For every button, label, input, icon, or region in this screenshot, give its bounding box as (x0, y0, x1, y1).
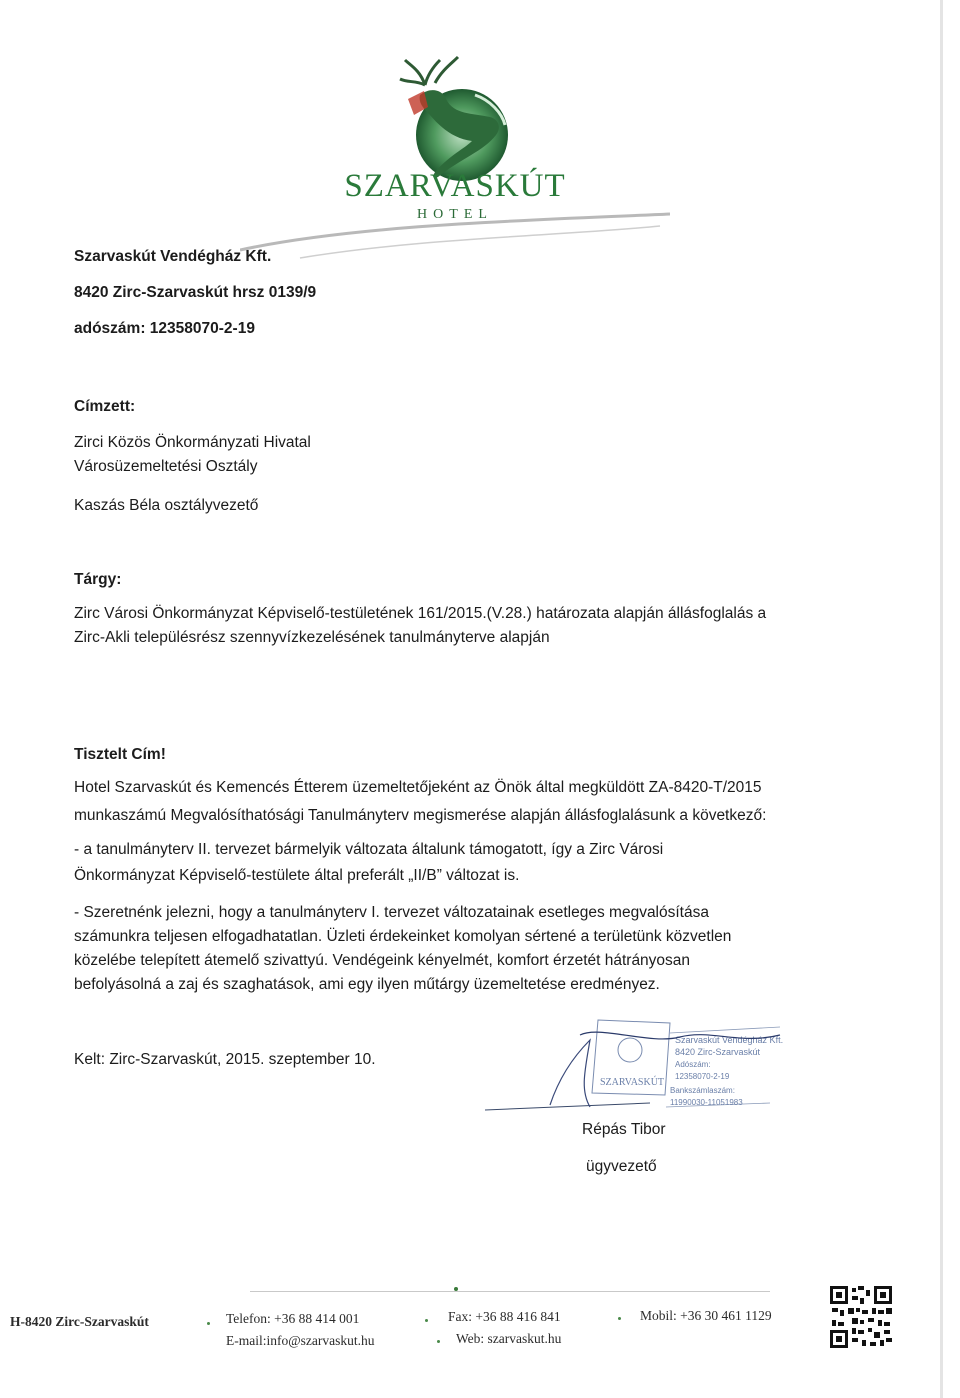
sender-company: Szarvaskút Vendégház Kft. (74, 248, 272, 265)
recipient-label: Címzett: (74, 398, 136, 415)
body-paragraph-3-line-2: számunkra teljesen elfogadhatatlan. Üzleti érdekeinket komolyan sértené a területünk közvetlen (74, 928, 732, 945)
company-stamp (480, 1015, 790, 1125)
sender-address: 8420 Zirc-Szarvaskút hrsz 0139/9 (74, 284, 317, 301)
subject-label: Tárgy: (74, 571, 122, 588)
svg-text:SZARVASKÚT: SZARVASKÚT (600, 1077, 665, 1088)
qr-code-icon (828, 1284, 894, 1350)
stamp-text-2: 8420 Zirc-Szarvaskút (675, 1047, 761, 1057)
logo-name: SZARVASKÚT (344, 168, 566, 204)
footer-divider (250, 1291, 770, 1292)
footer-separator (207, 1322, 210, 1325)
logo-subtitle: HOTEL (417, 207, 493, 222)
body-paragraph-1-line-2: munkaszámú Megvalósíthatósági Tanulmányterv megismerése alapján állásfoglalásunk a következő: (74, 807, 767, 824)
footer-separator (437, 1340, 440, 1343)
signatory-name: Répás Tibor (582, 1121, 666, 1138)
footer-divider-dot (454, 1287, 458, 1291)
footer-fax: Fax: +36 88 416 841 (448, 1309, 561, 1324)
stamp-text-4: 12358070-2-19 (675, 1072, 730, 1081)
recipient-line-3: Kaszás Béla osztályvezető (74, 497, 259, 514)
stamp-text-1: Szarvaskút Vendégház Kft. (675, 1035, 784, 1045)
body-paragraph-2-line-1: - a tanulmányterv II. tervezet bármelyik változata általunk támogatott, így a Zirc Városi (74, 841, 664, 858)
footer-separator (425, 1319, 428, 1322)
sender-tax-number: adószám: 12358070-2-19 (74, 320, 255, 337)
stamp-text-5: Bankszámlaszám: (670, 1086, 735, 1095)
greeting: Tisztelt Cím! (74, 746, 166, 763)
recipient-line-1: Zirci Közös Önkormányzati Hivatal (74, 434, 311, 451)
date-line: Kelt: Zirc-Szarvaskút, 2015. szeptember 10. (74, 1051, 376, 1068)
footer-web[interactable]: Web: szarvaskut.hu (456, 1331, 562, 1346)
recipient-line-2: Városüzemeltetési Osztály (74, 458, 258, 475)
body-paragraph-3-line-3: közelébe telepített átemelő szivattyú. Vendégeink kényelmét, komfort érzetét hátrányosan (74, 952, 691, 969)
signatory-title: ügyvezető (586, 1158, 657, 1175)
footer-separator (618, 1317, 621, 1320)
footer-address: H-8420 Zirc-Szarvaskút (10, 1314, 149, 1329)
logo-swoosh (240, 212, 670, 262)
body-paragraph-1-line-1: Hotel Szarvaskút és Kemencés Étterem üzemeltetőjeként az Önök által megküldött ZA-8420-T/2015 (74, 779, 762, 796)
body-paragraph-3-line-4: befolyásolná a zaj és szaghatások, ami egy ilyen műtárgy üzemeltetése eredményez. (74, 976, 660, 993)
footer-email[interactable]: E-mail:info@szarvaskut.hu (226, 1333, 375, 1348)
body-paragraph-2-line-2: Önkormányzat Képviselő-testülete által preferált „II/B” változat is. (74, 867, 520, 884)
subject-line-1: Zirc Városi Önkormányzat Képviselő-testületének 161/2015.(V.28.) határozata alapján állásfoglalás a (74, 605, 767, 622)
footer-phone: Telefon: +36 88 414 001 (226, 1311, 360, 1326)
stamp-text-6: 11990030-11051983 (670, 1098, 743, 1107)
stamp-text-3: Adószám: (675, 1060, 711, 1069)
body-paragraph-3-line-1: - Szeretnénk jelezni, hogy a tanulmányterv I. tervezet változatainak esetleges megvalósítása (74, 904, 709, 921)
subject-line-2: Zirc-Akli településrész szennyvízkezelésének tanulmányterve alapján (74, 629, 550, 646)
page-edge (940, 0, 943, 1398)
footer-mobile: Mobil: +36 30 461 1129 (640, 1308, 772, 1323)
